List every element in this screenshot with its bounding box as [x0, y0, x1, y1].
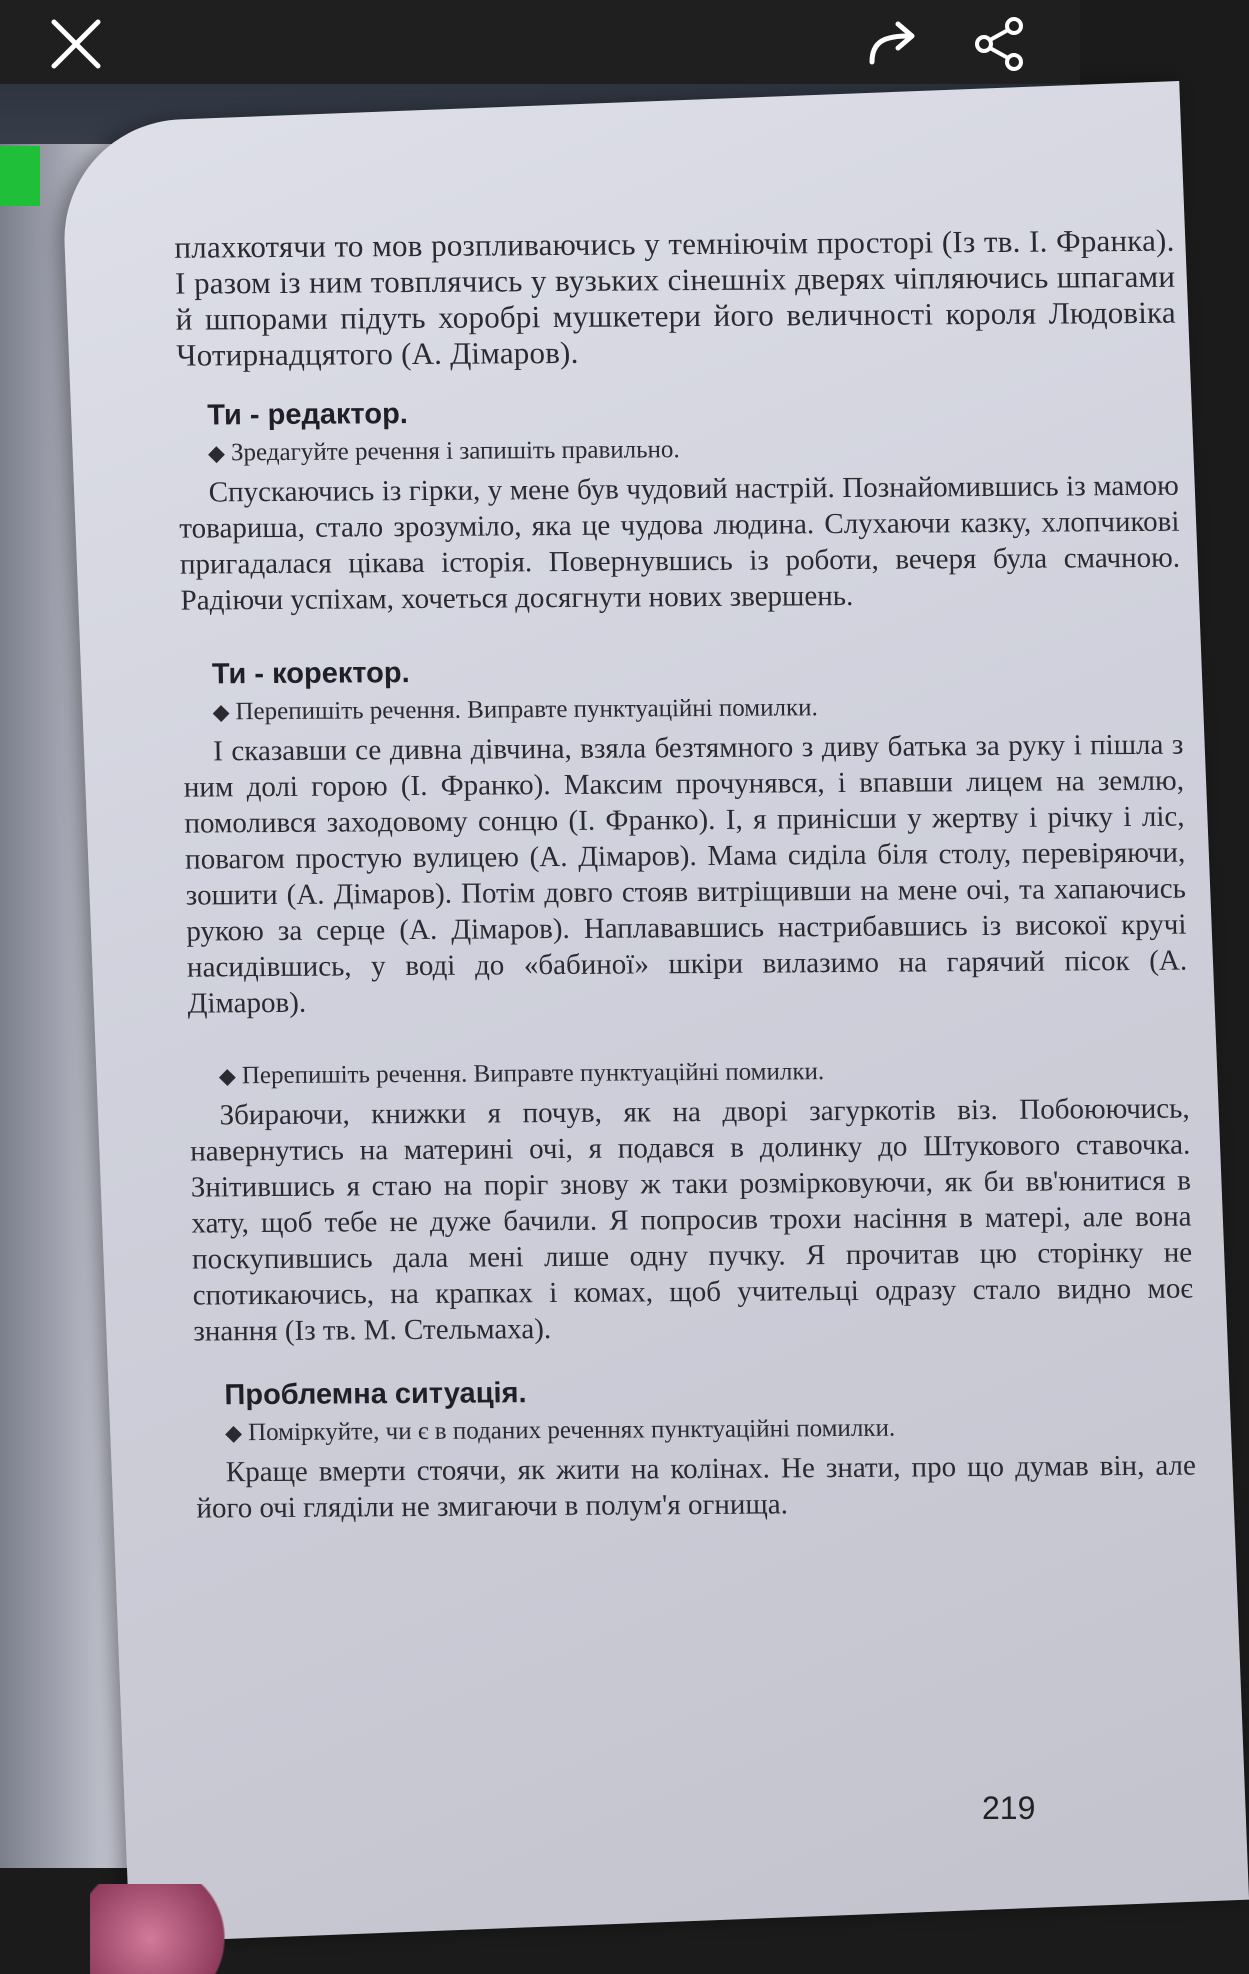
close-icon	[44, 12, 108, 76]
spacer	[188, 1015, 1189, 1062]
section-heading-problem: Проблемна ситуація.	[224, 1377, 527, 1412]
diamond-bullet-icon: ◆	[207, 440, 226, 466]
section-heading-corrector: Ти - коректор.	[211, 657, 410, 691]
viewer-toolbar	[0, 0, 1080, 84]
diamond-bullet-icon: ◆	[212, 699, 230, 725]
intro-paragraph: плахкотячи то мов розпливаючись у темніючім просторі (Із тв. І. Франка). І разом із ним товплячись у вузьких сінешніх дверях чіпляючись шпагами й шпорами підуть хоробрі мушкетери його величності короля Людовіка Чотирнадцятого (А. Дімаров).	[174, 222, 1177, 373]
exercise-text: І сказавши се дивна дівчина, взяла безтямного з диву батька за руку і пішла з ним долі горою (І. Франко). Максим прочунявся, і впавши лицем на землю, помолився заходовому сонцю (І. Франко). І, я принісши у жертву і річку і ліс, повагом простую вулицею (А. Дімаров). Мама сиділа біля столу, перевіряючи, зошити (А. Дімаров). Потім довго стояв витріщивши на мене очі, та хапаючись рукою за серце (А. Дімаров). Наплававшись настрибавшись із високої кручі насидівшись, у воді до «бабиної» шкіри вилазимо на гарячий пісок (А. Дімаров).	[183, 728, 1188, 1020]
finger-blob	[90, 1884, 240, 1974]
exercise-text: Краще вмерти стоячи, як жити на колінах. Не знати, про що думав він, але його очі гляділи не змигаючи в полум'я огнища.	[196, 1449, 1197, 1525]
task-text: Зредагуйте речення і запишіть правильно.	[230, 436, 680, 467]
page-number: 219	[982, 1790, 1036, 1826]
page-content	[174, 223, 1197, 1527]
task-text: Поміркуйте, чи є в поданих реченнях пунктуаційні помилки.	[247, 1414, 896, 1447]
exercise-text: Збираючи, книжки я почув, як на дворі загуркотів віз. Побоюючись, навернутись на материні очі, я подався в долинку до Штукового ставочка. Знітившись я стаю на поріг знову ж таки розмірковуючи, як би вв'юнитися в хату, щоб тебе не дуже бачили. Я попросив трохи насіння в матері, але вона поскупившись дала мені лише одну пучку. Я прочитав цю сторінку не спотикаючись, на крапках і комах, щоб учительці одразу стало видно моє знання (Із тв. М. Стельмаха).	[189, 1092, 1194, 1348]
book-page	[60, 81, 1249, 1943]
forward-arrow-icon	[862, 12, 926, 76]
diamond-bullet-icon: ◆	[218, 1063, 237, 1089]
diamond-bullet-icon: ◆	[224, 1420, 243, 1446]
task-instruction	[208, 432, 1179, 469]
task-text: Перепишіть речення. Виправте пунктуаційні помилки.	[241, 1058, 825, 1090]
share-button[interactable]	[968, 12, 1032, 76]
green-bookmark	[0, 146, 40, 206]
task-instruction	[219, 1055, 1190, 1092]
forward-button[interactable]	[862, 12, 926, 76]
photo-view[interactable]	[0, 84, 1197, 1868]
task-text: Перепишіть речення. Виправте пунктуаційні помилки.	[235, 694, 818, 726]
share-icon	[968, 12, 1032, 76]
task-instruction	[212, 691, 1183, 728]
task-instruction	[225, 1412, 1196, 1449]
exercise-text: Спускаючись із гірки, у мене був чудовий настрій. Познайомившись із мамою товариша, стало зрозуміло, яка це чудова людина. Слухаючи казку, хлопчикові пригадалася цікава історія. Повернувшись із роботи, вечеря була смачною. Радіючи успіхам, хочеться досягнути нових звершень.	[179, 469, 1181, 617]
section-heading-editor: Ти - редактор.	[207, 398, 409, 432]
close-button[interactable]	[44, 12, 108, 76]
